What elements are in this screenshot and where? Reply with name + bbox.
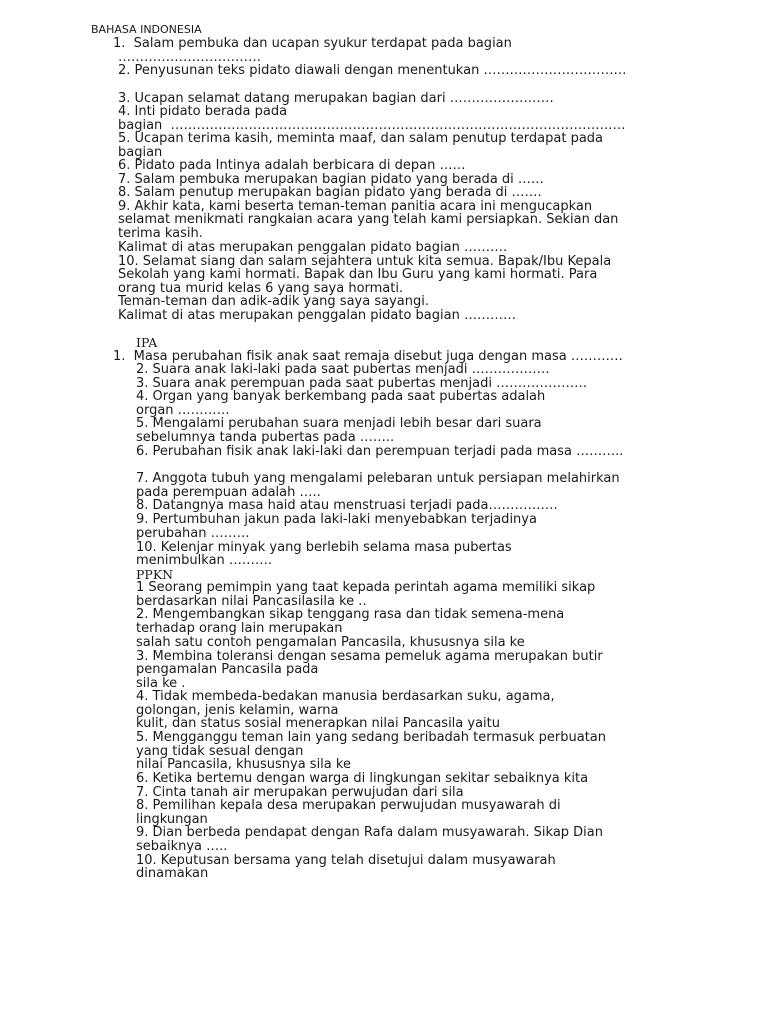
bahasa-line: 1. Salam pembuka dan ucapan syukur terdapat pada bagian xyxy=(113,36,512,51)
ppkn-line: 1 Seorang pemimpin yang taat kepada perintah agama memiliki sikap xyxy=(136,580,596,595)
bahasa-line: 4. Inti pidato berada pada xyxy=(118,104,288,119)
ppkn-line: 8. Pemilihan kepala desa merupakan perwujudan musyawarah di xyxy=(136,798,561,813)
bahasa-line: selamat menikmati rangkaian acara yang telah kami persiapkan. Sekian dan xyxy=(118,212,619,227)
ppkn-line: dinamakan xyxy=(136,866,209,881)
bahasa-line: 10. Selamat siang dan salam sejahtera untuk kita semua. Bapak/Ibu Kepala xyxy=(118,254,612,269)
ppkn-line: golongan, jenis kelamin, warna xyxy=(136,703,339,718)
section-heading-bahasa: BAHASA INDONESIA xyxy=(91,23,202,36)
ipa-line: pada perempuan adalah ….. xyxy=(136,485,321,500)
bahasa-line: bagian …………………………………………………………………………………………… xyxy=(118,118,626,133)
bahasa-line: Teman-teman dan adik-adik yang saya sayangi. xyxy=(118,294,429,309)
ppkn-line: sila ke . xyxy=(136,676,186,691)
ipa-line: sebelumnya tanda pubertas pada …….. xyxy=(136,430,395,445)
ppkn-line: 3. Membina toleransi dengan sesama pemeluk agama merupakan butir xyxy=(136,649,603,664)
ipa-line: 9. Pertumbuhan jakun pada laki-laki menyebabkan terjadinya xyxy=(136,512,537,527)
ipa-line: 5. Mengalami perubahan suara menjadi lebih besar dari suara xyxy=(136,416,542,431)
ppkn-line: yang tidak sesual dengan xyxy=(136,744,304,759)
bahasa-line: orang tua murid kelas 6 yang saya hormati. xyxy=(118,281,404,296)
ppkn-line: sebaiknya ….. xyxy=(136,839,228,854)
ipa-line: 3. Suara anak perempuan pada saat pubertas menjadi ………………… xyxy=(136,376,588,391)
ppkn-line: lingkungan xyxy=(136,812,208,827)
ipa-line: 1. Masa perubahan fisik anak saat remaja disebut juga dengan masa ………… xyxy=(113,349,623,364)
bahasa-line: 2. Penyusunan teks pidato diawali dengan menentukan …………………………… xyxy=(118,63,627,78)
ipa-line: 4. Organ yang banyak berkembang pada saat pubertas adalah xyxy=(136,389,546,404)
ppkn-line: pengamalan Pancasila pada xyxy=(136,662,319,677)
bahasa-line: Sekolah yang kami hormati. Bapak dan Ibu Guru yang kami hormati. Para xyxy=(118,267,598,282)
ppkn-line: 7. Cinta tanah air merupakan perwujudan dari sila xyxy=(136,785,464,800)
ppkn-line: terhadap orang lain merupakan xyxy=(136,621,343,636)
bahasa-line: 9. Akhir kata, kami beserta teman-teman panitia acara ini mengucapkan xyxy=(118,199,593,214)
ppkn-line: 2. Mengembangkan sikap tenggang rasa dan tidak semena-mena xyxy=(136,607,565,622)
ppkn-line: 4. Tidak membeda-bedakan manusia berdasarkan suku, agama, xyxy=(136,689,555,704)
bahasa-line: …………………………… xyxy=(118,50,261,65)
ppkn-line: 10. Keputusan bersama yang telah disetujui dalam musyawarah xyxy=(136,853,556,868)
ipa-line: 10. Kelenjar minyak yang berlebih selama masa pubertas xyxy=(136,540,512,555)
section-heading-ppkn: PPKN xyxy=(136,567,174,582)
bahasa-line: terima kasih. xyxy=(118,226,203,241)
ipa-line: menimbulkan ………. xyxy=(136,553,273,568)
ppkn-line: 6. Ketika bertemu dengan warga di lingkungan sekitar sebaiknya kita xyxy=(136,771,589,786)
ipa-line: organ ………… xyxy=(136,403,230,418)
bahasa-line: 7. Salam pembuka merupakan bagian pidato yang berada di …… xyxy=(118,172,544,187)
ppkn-line: berdasarkan nilai Pancasilasila ke .. xyxy=(136,594,367,609)
ipa-line: perubahan ……… xyxy=(136,526,250,541)
bahasa-line: 8. Salam penutup merupakan bagian pidato yang berada di ……. xyxy=(118,185,542,200)
ipa-line: 8. Datangnya masa haid atau menstruasi terjadi pada……………. xyxy=(136,498,558,513)
bahasa-line: 6. Pidato pada Intinya adalah berbicara di depan …… xyxy=(118,158,466,173)
section-heading-ipa: IPA xyxy=(136,335,158,350)
ppkn-line: 5. Mengganggu teman lain yang sedang beribadah termasuk perbuatan xyxy=(136,730,607,745)
bahasa-line: bagian xyxy=(118,145,163,160)
ipa-line: 6. Perubahan fisik anak laki-laki dan perempuan terjadi pada masa ……….. xyxy=(136,444,624,459)
bahasa-line: Kalimat di atas merupakan penggalan pidato bagian ………. xyxy=(118,240,508,255)
ipa-line: 7. Anggota tubuh yang mengalami pelebaran untuk persiapan melahirkan xyxy=(136,471,620,486)
bahasa-line: 5. Ucapan terima kasih, meminta maaf, dan salam penutup terdapat pada xyxy=(118,131,603,146)
ppkn-line: salah satu contoh pengamalan Pancasila, khususnya sila ke xyxy=(136,635,525,650)
ipa-line: 2. Suara anak laki-laki pada saat pubertas menjadi ……………… xyxy=(136,362,550,377)
ppkn-line: kulit, dan status sosial menerapkan nilai Pancasila yaitu xyxy=(136,716,500,731)
ppkn-line: nilai Pancasila, khususnya sila ke xyxy=(136,757,351,772)
bahasa-line: Kalimat di atas merupakan penggalan pidato bagian ………… xyxy=(118,308,516,323)
bahasa-line: 3. Ucapan selamat datang merupakan bagian dari …………………… xyxy=(118,91,554,106)
ppkn-line: 9. Dian berbeda pendapat dengan Rafa dalam musyawarah. Sikap Dian xyxy=(136,825,603,840)
